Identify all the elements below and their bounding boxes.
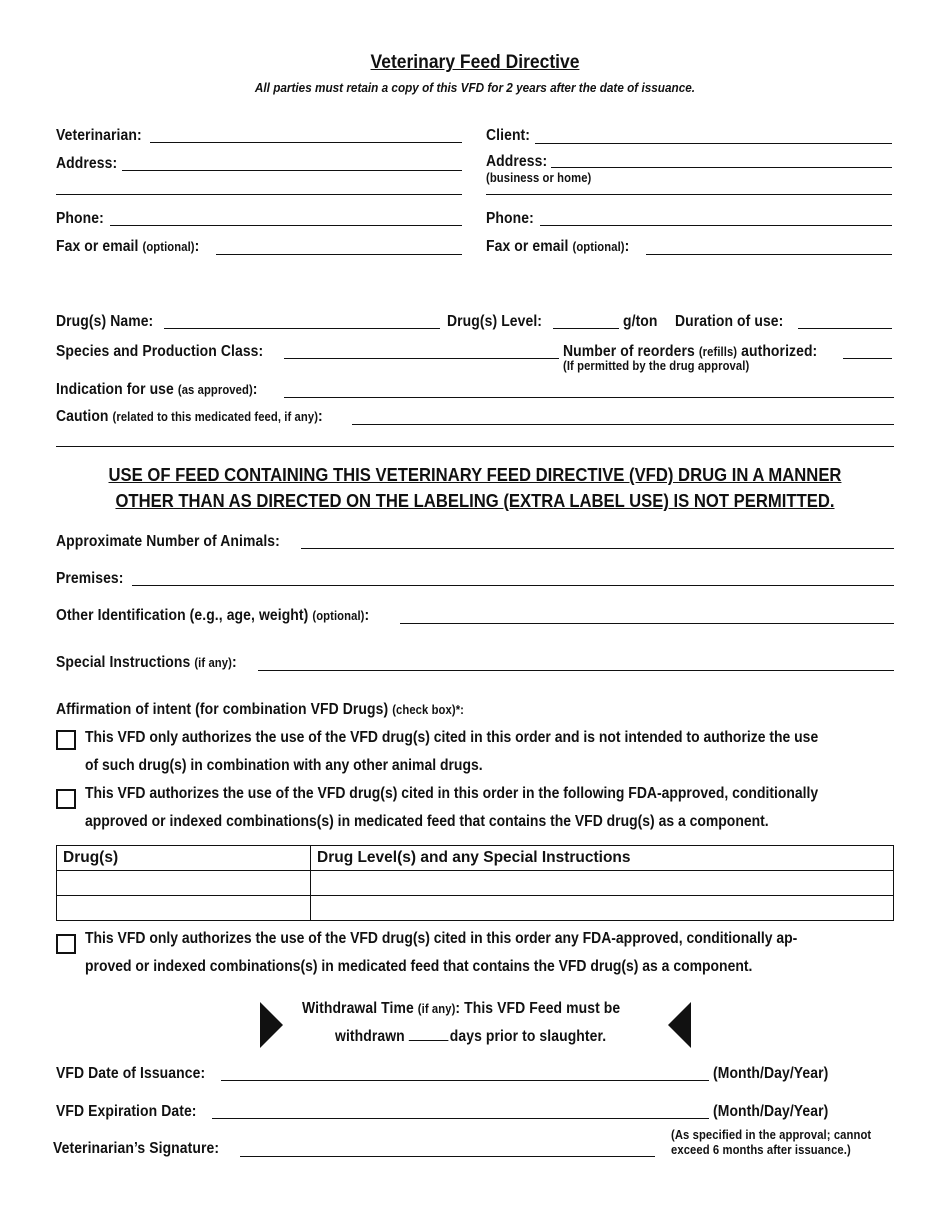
signature-field[interactable]	[240, 1156, 655, 1157]
withdrawal-line-2: withdrawn days prior to slaughter.	[335, 1028, 607, 1045]
expiration-label: VFD Expiration Date:	[56, 1103, 197, 1120]
drug-level-field[interactable]	[553, 328, 619, 329]
form-subtitle: All parties must retain a copy of this VFD for 2 years after the date of issuance.	[254, 81, 696, 95]
vet-address-label: Address:	[56, 155, 118, 172]
client-phone-label: Phone:	[486, 210, 534, 227]
caution-field-2[interactable]	[56, 446, 894, 447]
drug-name-field[interactable]	[164, 328, 440, 329]
signature-label: Veterinarian’s Signature:	[53, 1140, 220, 1157]
vet-phone-field[interactable]	[110, 225, 462, 226]
client-phone-field[interactable]	[540, 225, 892, 226]
species-label: Species and Production Class:	[56, 343, 264, 360]
other-id-label: Other Identification (e.g., age, weight) (optional):	[56, 607, 370, 624]
expiration-field[interactable]	[212, 1118, 709, 1119]
client-address-field-2[interactable]	[486, 194, 892, 195]
client-label: Client:	[486, 127, 531, 144]
issuance-field[interactable]	[221, 1080, 709, 1081]
veterinarian-field[interactable]	[150, 142, 462, 143]
combination-table	[56, 845, 894, 921]
drug-name-label: Drug(s) Name:	[56, 313, 154, 330]
table-cell[interactable]	[311, 871, 894, 896]
vet-address-field[interactable]	[122, 170, 462, 171]
client-fax-field[interactable]	[646, 254, 892, 255]
option2-checkbox[interactable]	[56, 789, 76, 809]
client-address-note: (business or home)	[486, 171, 592, 185]
table-header-row	[57, 846, 894, 871]
table-row	[57, 871, 894, 896]
approx-animals-field[interactable]	[301, 548, 894, 549]
table-header-drugs: Drug(s)	[57, 846, 311, 871]
vet-fax-field[interactable]	[216, 254, 462, 255]
expiration-format: (Month/Day/Year)	[713, 1103, 829, 1120]
reorders-label: Number of reorders (refills) authorized:	[563, 343, 818, 360]
table-cell[interactable]	[57, 896, 311, 921]
client-fax-label: Fax or email (optional):	[486, 238, 630, 255]
issuance-format: (Month/Day/Year)	[713, 1065, 829, 1082]
client-address-field[interactable]	[551, 167, 892, 168]
withdrawal-line-1: Withdrawal Time (if any): This VFD Feed must be	[302, 1000, 621, 1017]
veterinarian-label: Veterinarian:	[56, 127, 142, 144]
option1-checkbox[interactable]	[56, 730, 76, 750]
form-title: Veterinary Feed Directive	[370, 52, 580, 73]
approx-animals-label: Approximate Number of Animals:	[56, 533, 280, 550]
drug-level-label: Drug(s) Level:	[447, 313, 543, 330]
drug-level-unit: g/ton	[623, 313, 658, 330]
table-header-levels: Drug Level(s) and any Special Instructions	[311, 846, 894, 871]
caution-label: Caution (related to this medicated feed, if any):	[56, 408, 323, 425]
reorders-field[interactable]	[843, 358, 892, 359]
caution-field[interactable]	[352, 424, 894, 425]
option3-text: This VFD only authorizes the use of the VFD drug(s) cited in this order any FDA-approved, conditionally ap- proved or indexed combinations(s) in medicated feed that contains the VFD drug(s) as a component.	[85, 930, 798, 975]
vet-address-field-2[interactable]	[56, 194, 462, 195]
option3-checkbox[interactable]	[56, 934, 76, 954]
client-address-label: Address:	[486, 153, 548, 170]
right-arrow-icon	[260, 1002, 283, 1048]
vet-fax-label: Fax or email (optional):	[56, 238, 200, 255]
affirmation-label: Affirmation of intent (for combination VFD Drugs) (check box)*:	[56, 701, 465, 718]
issuance-label: VFD Date of Issuance:	[56, 1065, 206, 1082]
premises-label: Premises:	[56, 570, 124, 587]
premises-field[interactable]	[132, 585, 894, 586]
table-cell[interactable]	[311, 896, 894, 921]
duration-field[interactable]	[798, 328, 892, 329]
expiration-note-1: (As specified in the approval; cannot	[671, 1128, 872, 1142]
option1-text: This VFD only authorizes the use of the VFD drug(s) cited in this order and is not intended to authorize the use of such drug(s) in combination with any other animal drugs.	[85, 729, 819, 774]
indication-field[interactable]	[284, 397, 894, 398]
table-cell[interactable]	[57, 871, 311, 896]
vet-phone-label: Phone:	[56, 210, 104, 227]
special-instructions-field[interactable]	[258, 670, 894, 671]
reorders-note: (If permitted by the drug approval)	[563, 359, 750, 373]
indication-label: Indication for use (as approved):	[56, 381, 258, 398]
duration-label: Duration of use:	[675, 313, 784, 330]
expiration-note-2: exceed 6 months after issuance.)	[671, 1143, 851, 1157]
special-instructions-label: Special Instructions (if any):	[56, 654, 237, 671]
warning-line-1: USE OF FEED CONTAINING THIS VETERINARY FEED DIRECTIVE (VFD) DRUG IN A MANNER	[108, 464, 842, 485]
warning-line-2: OTHER THAN AS DIRECTED ON THE LABELING (EXTRA LABEL USE) IS NOT PERMITTED.	[115, 490, 835, 511]
other-id-field[interactable]	[400, 623, 894, 624]
client-field[interactable]	[535, 143, 892, 144]
left-arrow-icon	[668, 1002, 691, 1048]
withdrawal-days-field[interactable]	[408, 1040, 448, 1041]
table-row	[57, 896, 894, 921]
species-field[interactable]	[284, 358, 559, 359]
option2-text: This VFD authorizes the use of the VFD drug(s) cited in this order in the following FDA-approved, conditionally approved or indexed combinations(s) in medicated feed that contains the VFD drug(s) as a component.	[85, 785, 819, 830]
